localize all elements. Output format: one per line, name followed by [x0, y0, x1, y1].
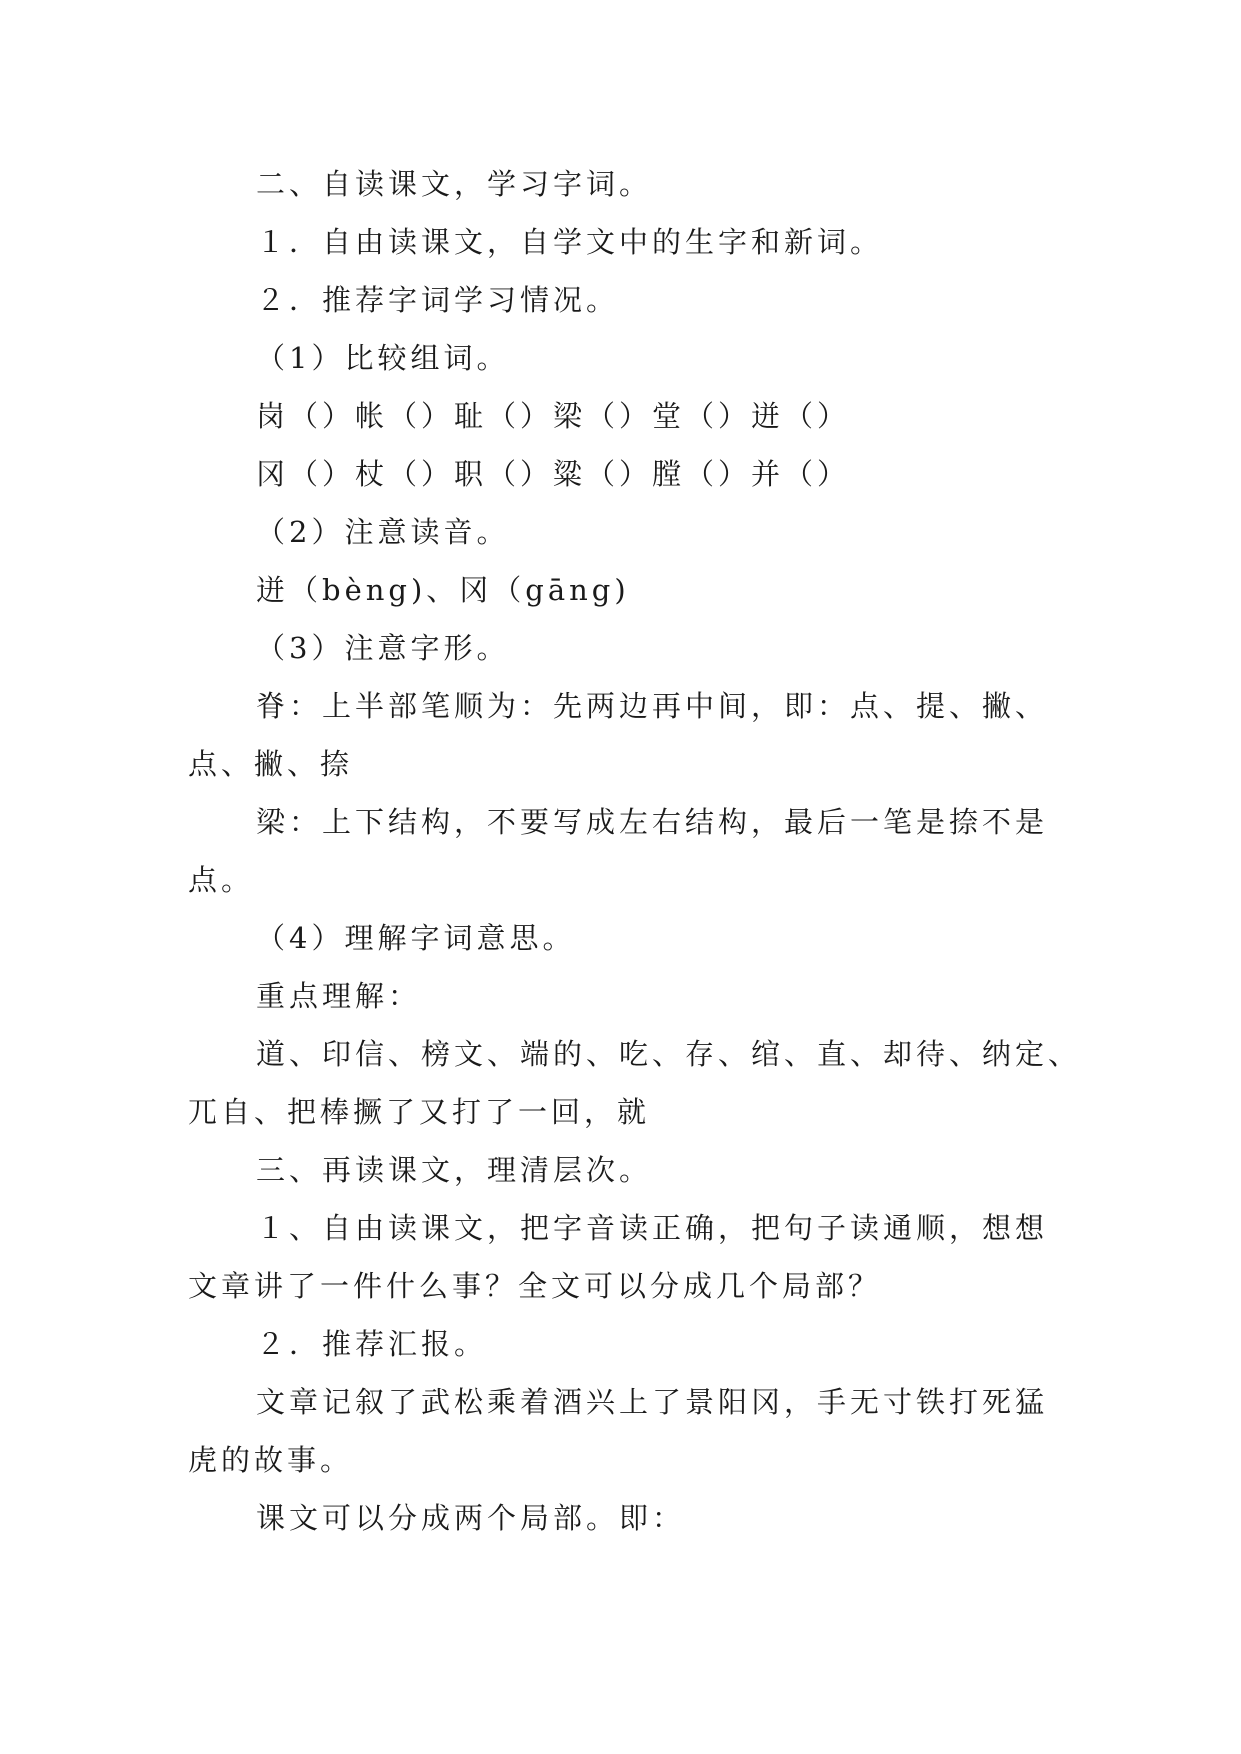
item-4-word-meaning: （4）理解字词意思。	[256, 921, 576, 955]
story-summary-cont: 虎的故事。	[188, 1443, 354, 1477]
item-1-compare-words: （1）比较组词。	[256, 341, 510, 375]
item-3-character-shape: （3）注意字形。	[256, 631, 510, 665]
story-summary: 文章记叙了武松乘着酒兴上了景阳冈，手无寸铁打死猛	[256, 1385, 1049, 1419]
word-row-2: 冈（）杖（）职（）粱（）膛（）并（）	[256, 457, 851, 491]
reread-step-2: ２．推荐汇报。	[256, 1327, 488, 1361]
reread-step-1: １、自由读课文，把字音读正确，把句子读通顺，想想	[256, 1211, 1049, 1245]
text-division: 课文可以分成两个局部。即：	[256, 1501, 686, 1535]
reread-step-1-cont: 文章讲了一件什么事？全文可以分成几个局部？	[188, 1269, 882, 1303]
heading-reread: 三、再读课文，理清层次。	[256, 1153, 653, 1187]
step-1-free-reading: １．自由读课文，自学文中的生字和新词。	[256, 225, 884, 259]
step-2-recommend: ２．推荐字词学习情况。	[256, 283, 620, 317]
pinyin-line: 迸（bèng)、冈（gāng)	[256, 573, 630, 607]
word-row-1: 岗（）帐（）耻（）梁（）堂（）迸（）	[256, 399, 851, 433]
key-understanding-label: 重点理解：	[256, 979, 422, 1013]
liang-structure-cont: 点。	[188, 863, 255, 897]
ji-stroke-order: 脊：上半部笔顺为：先两边再中间，即：点、提、撇、	[256, 689, 1049, 723]
key-words: 道、印信、榜文、端的、吃、存、绾、直、却待、纳定、	[256, 1037, 1082, 1071]
heading-self-reading: 二、自读课文，学习字词。	[256, 167, 653, 201]
item-2-pronunciation: （2）注意读音。	[256, 515, 510, 549]
key-words-cont: 兀自、把棒撅了又打了一回，就	[188, 1095, 651, 1129]
ji-stroke-order-cont: 点、撇、捺	[188, 747, 354, 781]
liang-structure: 梁：上下结构，不要写成左右结构，最后一笔是捺不是	[256, 805, 1049, 839]
